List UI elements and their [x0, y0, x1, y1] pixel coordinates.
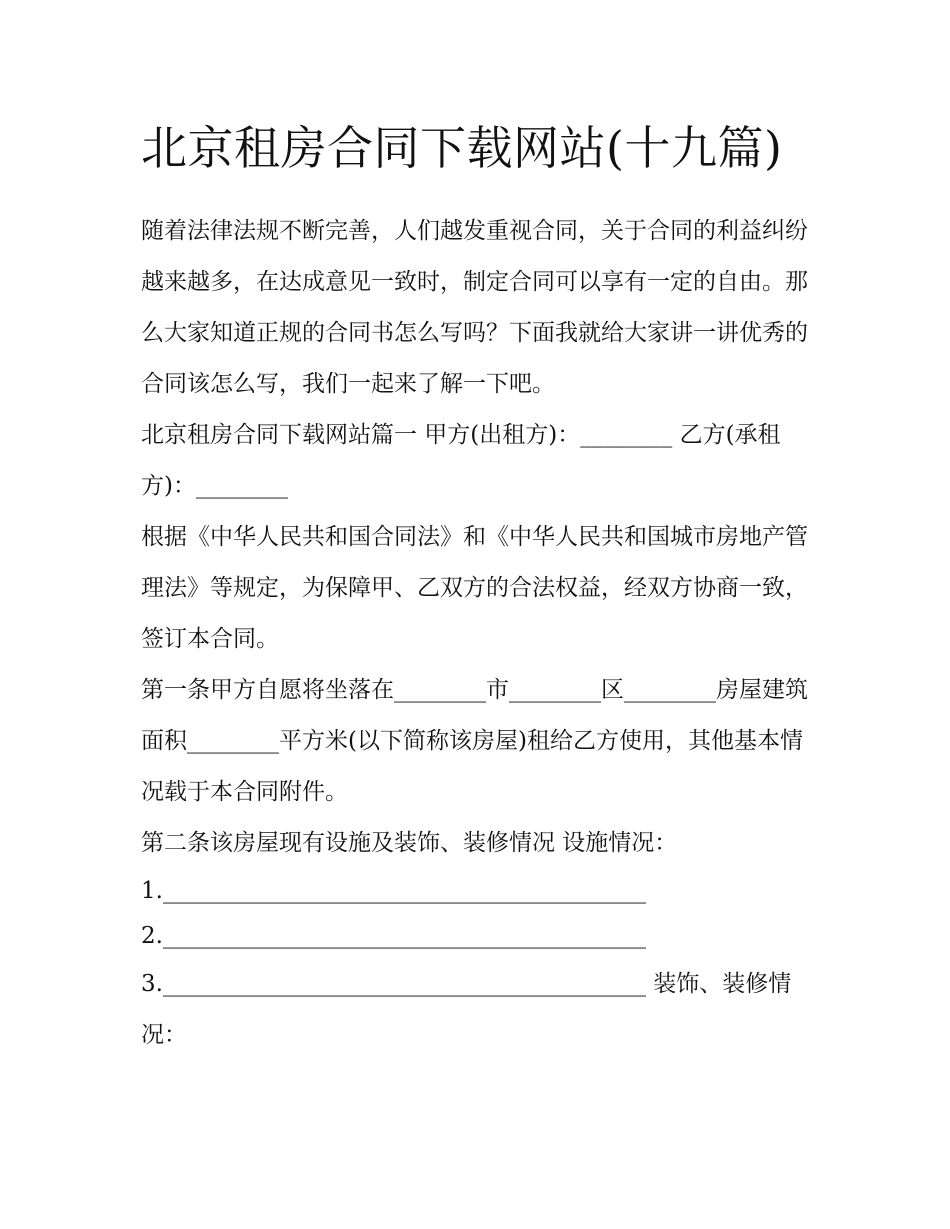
facility-line-1: 1.__________________________________________ — [141, 878, 646, 904]
facility-line-2: 2.__________________________________________ — [141, 923, 646, 949]
facility-line-3-and-decoration: 3.__________________________________________ 装饰、装修情况： — [141, 971, 792, 1048]
article-one-paragraph: 第一条甲方自愿将坐落在________市________区________房屋建筑面积________平方米(以下简称该房屋)租给乙方使用，其他基本情况载于本合同附件。 — [141, 677, 808, 805]
article-two-paragraph: 第二条该房屋现有设施及装饰、装修情况 设施情况： — [141, 830, 678, 856]
legal-basis-paragraph: 根据《中华人民共和国合同法》和《中华人民共和国城市房地产管理法》等规定，为保障甲、乙双方的合法权益，经双方协商一致，签订本合同。 — [141, 524, 808, 652]
parties-paragraph: 北京租房合同下载网站篇一 甲方(出租方)：________ 乙方(承租方)：________ — [141, 422, 781, 499]
document-title: 北京租房合同下载网站(十九篇) — [141, 121, 783, 175]
document-body — [141, 112, 813, 1061]
intro-paragraph: 随着法律法规不断完善，人们越发重视合同，关于合同的利益纠纷越来越多，在达成意见一致时，制定合同可以享有一定的自由。那么大家知道正规的合同书怎么写吗？下面我就给大家讲一讲优秀的合同该怎么写，我们一起来了解一下吧。 — [141, 218, 808, 397]
